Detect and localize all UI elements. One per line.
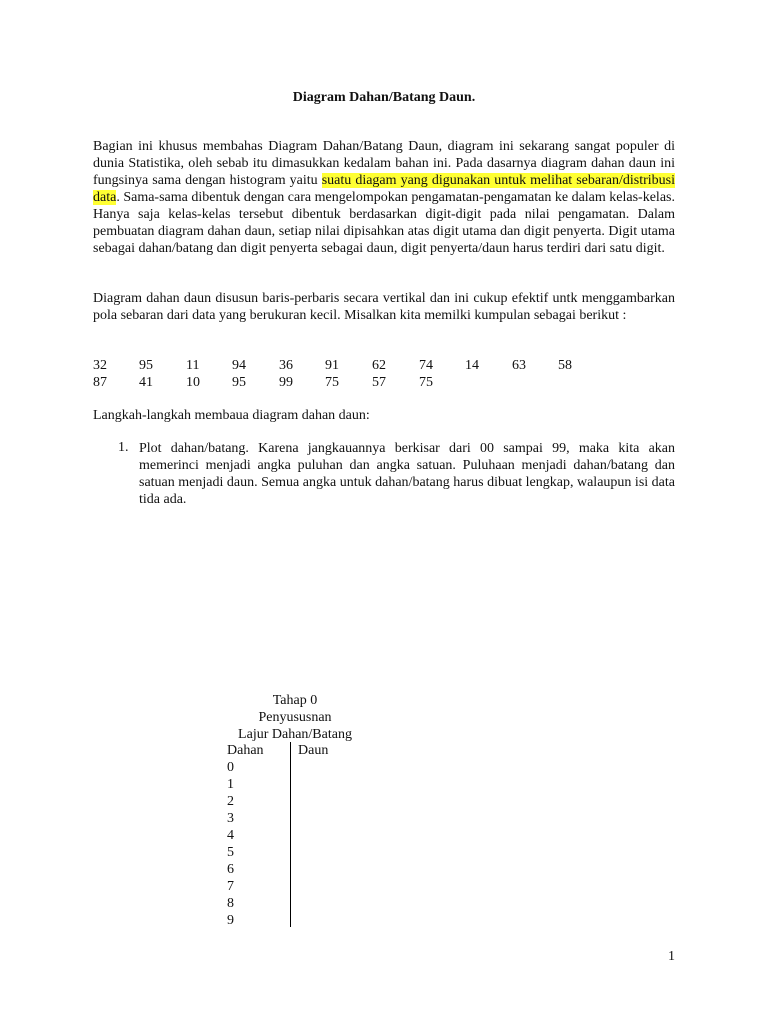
data-value: 10 bbox=[186, 375, 200, 390]
stem-value: 7 bbox=[227, 879, 234, 894]
highlighted-text: suatu diagam yang digunakan untuk melihat sebaran/distribusi data bbox=[93, 173, 675, 205]
paragraph-intro-text: Bagian ini khusus membahas Diagram Dahan/Batang Daun, diagram ini sekarang sangat populer di dunia Statistika, oleh sebab itu dimasukkan kedalam bahan ini. Pada dasarnya diagram dahan daun ini fungsinya sama dengan histogram yaitu bbox=[93, 139, 675, 188]
data-value: 95 bbox=[232, 375, 246, 390]
data-value: 91 bbox=[325, 358, 339, 373]
data-value: 95 bbox=[139, 358, 153, 373]
diagram-caption-line2: Penyususnan bbox=[258, 710, 332, 725]
data-value: 36 bbox=[279, 358, 293, 373]
stem-value: 9 bbox=[227, 913, 234, 928]
data-value: 75 bbox=[325, 375, 339, 390]
stem-value: 8 bbox=[227, 896, 234, 911]
data-value: 57 bbox=[372, 375, 386, 390]
data-value: 63 bbox=[512, 358, 526, 373]
data-value: 99 bbox=[279, 375, 293, 390]
stem-column bbox=[227, 759, 234, 929]
diagram-caption-line1: Tahap 0 bbox=[272, 693, 318, 708]
stem-value: 6 bbox=[227, 862, 234, 877]
page-number: 1 bbox=[668, 949, 675, 964]
paragraph-intro bbox=[93, 138, 675, 257]
stem-value: 3 bbox=[227, 811, 234, 826]
leaf-header: Daun bbox=[298, 743, 329, 758]
stem-value: 5 bbox=[227, 845, 234, 860]
data-value: 74 bbox=[419, 358, 433, 373]
data-value: 58 bbox=[558, 358, 572, 373]
stem-value: 2 bbox=[227, 794, 234, 809]
paragraph-description: Diagram dahan daun disusun baris-perbaris secara vertikal dan ini cukup efektif untk menggambarkan pola sebaran dari data yang berukuran kecil. Misalkan kita memilki kumpulan sebagai berikut : bbox=[93, 291, 675, 323]
stem-header: Dahan bbox=[227, 743, 264, 758]
stem-value: 1 bbox=[227, 777, 234, 792]
step-text: Plot dahan/batang. Karena jangkauannya berkisar dari 00 sampai 99, maka kita akan memerinci menjadi angka puluhan dan angka satuan. Puluhaan menjadi dahan/batang dan satuan menjadi daun. Semua angka untuk dahan/batang harus dibuat lengkap, walaupun isi data tida ada. bbox=[139, 441, 675, 507]
data-value: 87 bbox=[93, 375, 107, 390]
page-title: Diagram Dahan/Batang Daun. bbox=[292, 90, 476, 105]
steps-intro: Langkah-langkah membaua diagram dahan daun: bbox=[93, 408, 370, 423]
paragraph-intro-text-cont: . Sama-sama dibentuk dengan cara mengelompokan pengamatan-pengamatan ke dalam kelas-kelas. Hanya saja kelas-kelas tersebut dibentuk berdasarkan digit-digit pada nilai pengamatan. Dalam pembuatan diagram dahan daun, setiap nilai dipisahkan atas digit utama dan digit penyerta. Digit utama sebagai dahan/batang dan digit penyerta sebagai daun, digit penyerta/daun harus terdiri dari satu digit. bbox=[93, 190, 675, 256]
data-value: 62 bbox=[372, 358, 386, 373]
data-value: 94 bbox=[232, 358, 246, 373]
step-number: 1. bbox=[118, 440, 129, 455]
data-value: 11 bbox=[186, 358, 200, 373]
stem-value: 4 bbox=[227, 828, 234, 843]
data-value: 41 bbox=[139, 375, 153, 390]
diagram-caption-line3: Lajur Dahan/Batang bbox=[238, 727, 352, 742]
data-value: 14 bbox=[465, 358, 479, 373]
stem-value: 0 bbox=[227, 760, 234, 775]
data-value: 32 bbox=[93, 358, 107, 373]
data-value: 75 bbox=[419, 375, 433, 390]
stem-leaf-divider bbox=[290, 742, 291, 927]
